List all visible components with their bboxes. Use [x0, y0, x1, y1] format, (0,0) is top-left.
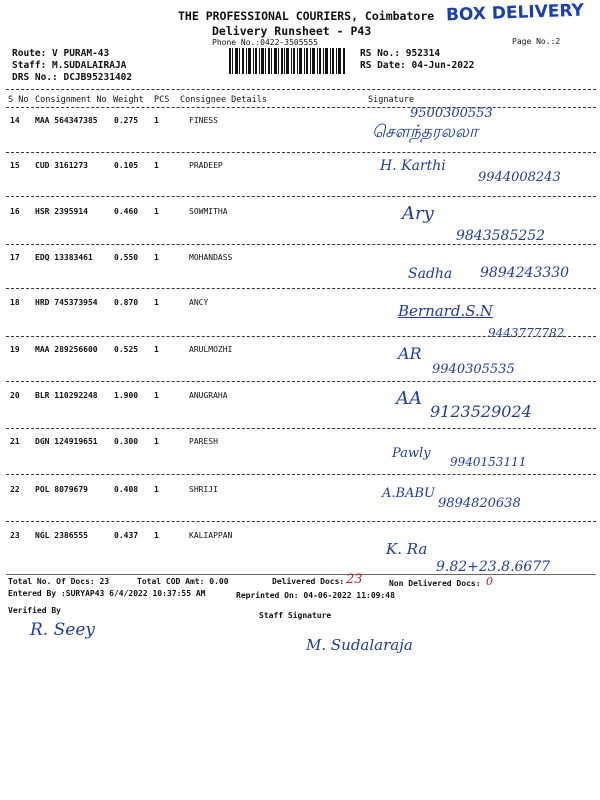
- signature-phone: 9944008243: [478, 170, 561, 185]
- row-pcs: 1: [154, 116, 159, 125]
- row-pcs: 1: [154, 391, 159, 400]
- row-divider: [6, 244, 596, 245]
- signature-phone: 9894243330: [480, 265, 570, 281]
- total-cod: Total COD Amt: 0.00: [137, 577, 229, 586]
- entered-by: Entered By :SURYAP43 6/4/2022 10:37:55 AM: [8, 589, 206, 598]
- column-divider: [6, 107, 596, 108]
- signature-name: Pawly: [392, 446, 431, 461]
- row-weight: 0.437: [114, 531, 139, 540]
- row-weight: 0.105: [114, 161, 139, 170]
- row-pcs: 1: [154, 485, 159, 494]
- col-signature: Signature: [368, 95, 415, 105]
- row-consignee: ANUGRAHA: [189, 391, 228, 400]
- row-divider: [6, 288, 596, 289]
- drs-number: DRS No.: DCJB95231402: [12, 72, 133, 83]
- col-sno: S No: [8, 95, 29, 105]
- row-divider: [6, 474, 596, 475]
- reprinted-on: Reprinted On: 04-06-2022 11:09:48: [236, 591, 395, 600]
- row-consignee: SOWMITHA: [189, 207, 228, 216]
- verified-by-label: Verified By: [8, 606, 61, 615]
- col-consignment: Consignment No: [35, 95, 107, 105]
- page-number: Page No.:2: [512, 37, 561, 46]
- row-weight: 0.525: [114, 345, 139, 354]
- header-divider: [6, 89, 596, 90]
- row-consignee: PARESH: [189, 437, 218, 446]
- signature-name: Bernard.S.N: [398, 302, 493, 320]
- row-pcs: 1: [154, 161, 159, 170]
- staff-signature-label: Staff Signature: [259, 611, 332, 620]
- row-consignment: DGN 124919651: [35, 437, 98, 446]
- row-divider: [6, 521, 596, 522]
- row-divider: [6, 152, 596, 153]
- row-consignee: SHRIJI: [189, 485, 218, 494]
- signature-phone: 9894820638: [438, 496, 521, 511]
- signature-phone: 9.82+23.8.6677: [436, 559, 551, 575]
- row-consignment: HSR 2395914: [35, 207, 88, 216]
- delivered-docs-label: Delivered Docs:: [272, 577, 345, 586]
- row-weight: 0.550: [114, 253, 139, 262]
- row-sno: 16: [10, 207, 20, 216]
- row-consignee: PRADEEP: [189, 161, 223, 170]
- staff-signature: M. Sudalaraja: [306, 636, 413, 654]
- signature-name: சௌந்தரலலா: [372, 122, 478, 142]
- table-bottom-divider: [6, 574, 596, 575]
- phone-number: Phone No.:0422-3505555: [212, 38, 318, 47]
- row-consignment: MAA 564347385: [35, 116, 98, 125]
- row-sno: 18: [10, 298, 20, 307]
- row-divider: [6, 428, 596, 429]
- box-delivery-stamp: BOX DELIVERY: [445, 0, 585, 26]
- row-consignment: EDQ 13383461: [35, 253, 93, 262]
- non-delivered-docs-label: Non Delivered Docs:: [389, 579, 481, 588]
- row-consignment: POL 8079679: [35, 485, 88, 494]
- signature-phone: 9940305535: [432, 362, 515, 377]
- row-weight: 0.408: [114, 485, 139, 494]
- row-weight: 0.275: [114, 116, 139, 125]
- company-title: THE PROFESSIONAL COURIERS, Coimbatore: [178, 9, 435, 23]
- row-sno: 21: [10, 437, 20, 446]
- delivered-docs-value: 23: [346, 572, 363, 587]
- row-consignee: FINESS: [189, 116, 218, 125]
- route: Route: V PURAM-43: [12, 48, 110, 59]
- row-divider: [6, 381, 596, 382]
- row-pcs: 1: [154, 253, 159, 262]
- signature-name: AA: [396, 388, 422, 409]
- row-consignment: NGL 2386555: [35, 531, 88, 540]
- row-weight: 0.870: [114, 298, 139, 307]
- row-consignee: ANCY: [189, 298, 209, 307]
- verified-signature: R. Seey: [30, 620, 95, 640]
- row-pcs: 1: [154, 207, 159, 216]
- row-pcs: 1: [154, 531, 159, 540]
- row-weight: 1.900: [114, 391, 139, 400]
- row-pcs: 1: [154, 298, 159, 307]
- signature-name: A.BABU: [382, 486, 435, 501]
- row-sno: 22: [10, 485, 20, 494]
- signature-name: H. Karthi: [380, 158, 446, 174]
- row-sno: 17: [10, 253, 20, 262]
- row-sno: 23: [10, 531, 20, 540]
- signature-phone: 9843585252: [456, 228, 546, 244]
- row-sno: 14: [10, 116, 20, 125]
- rs-date: RS Date: 04-Jun-2022: [360, 60, 475, 71]
- row-consignee: MOHANDASS: [189, 253, 233, 262]
- col-pcs: PCS: [154, 95, 170, 105]
- row-pcs: 1: [154, 345, 159, 354]
- total-docs: Total No. Of Docs: 23: [8, 577, 110, 586]
- row-consignment: MAA 289256600: [35, 345, 98, 354]
- signature-name: K. Ra: [386, 540, 428, 558]
- rs-number: RS No.: 952314: [360, 48, 441, 59]
- barcode-icon: [229, 48, 345, 74]
- col-weight: Weight: [113, 95, 144, 105]
- row-consignment: HRD 745373954: [35, 298, 98, 307]
- signature-phone: 9123529024: [430, 402, 532, 421]
- row-consignee: KALIAPPAN: [189, 531, 233, 540]
- row-divider: [6, 196, 596, 197]
- signature-name: Sadha: [408, 266, 453, 282]
- row-sno: 15: [10, 161, 20, 170]
- runsheet-title: Delivery Runsheet - P43: [212, 24, 372, 38]
- signature-name: Ary: [402, 203, 434, 224]
- signature-phone: 9940153111: [450, 455, 527, 469]
- non-delivered-docs-value: 0: [486, 575, 493, 588]
- staff: Staff: M.SUDALAIRAJA: [12, 60, 127, 71]
- signature-name: AR: [398, 344, 422, 363]
- row-weight: 0.460: [114, 207, 139, 216]
- row-pcs: 1: [154, 437, 159, 446]
- row-sno: 19: [10, 345, 20, 354]
- col-consignee: Consignee Details: [180, 95, 267, 105]
- row-weight: 0.300: [114, 437, 139, 446]
- row-consignee: ARULMOZHI: [189, 345, 233, 354]
- row-sno: 20: [10, 391, 20, 400]
- signature-phone: 9500300553: [410, 106, 493, 121]
- signature-phone: 9443777782: [488, 326, 565, 340]
- row-divider: [6, 336, 596, 337]
- row-consignment: BLR 110292248: [35, 391, 98, 400]
- row-consignment: CUD 3161273: [35, 161, 88, 170]
